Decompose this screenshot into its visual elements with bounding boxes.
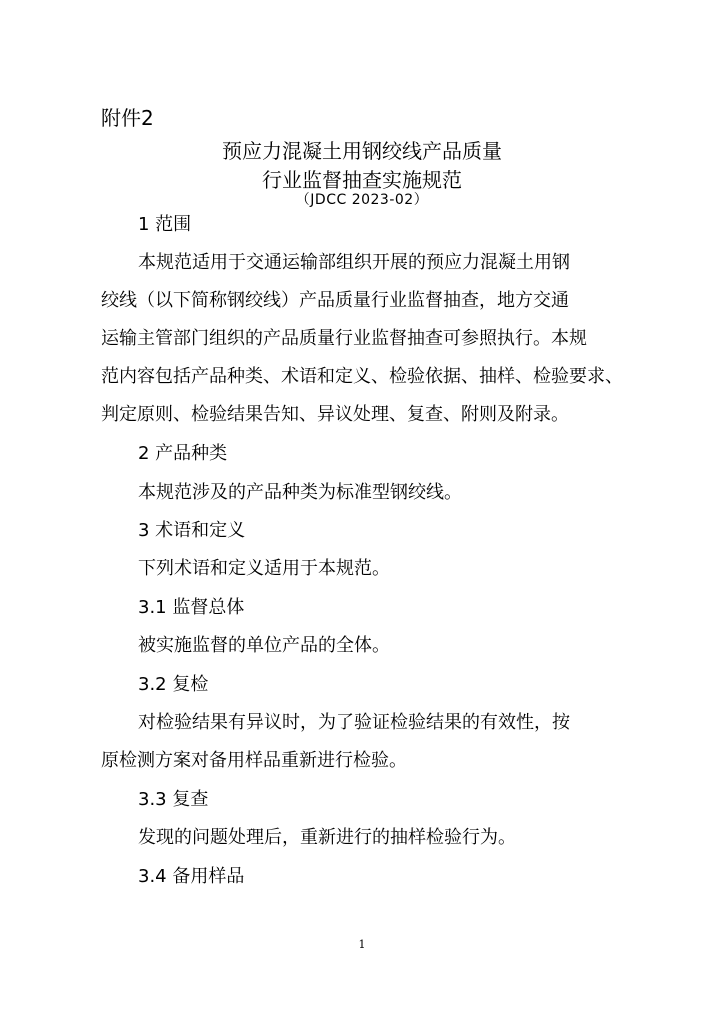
paragraph-line: 运输主管部门组织的产品质量行业监督抽查可参照执行。本规 xyxy=(101,328,587,349)
paragraph-line: 被实施监督的单位产品的全体。 xyxy=(138,635,390,656)
paragraph-line: 判定原则、检验结果告知、异议处理、复查、附则及附录。 xyxy=(101,404,569,425)
subsection-heading-backup-sample: 3.4 备用样品 xyxy=(138,866,245,887)
paragraph-line: 本规范涉及的产品种类为标准型钢绞线。 xyxy=(138,482,462,503)
subsection-heading-recheck: 3.3 复查 xyxy=(138,789,209,810)
section-heading-terms: 3 术语和定义 xyxy=(138,520,246,541)
paragraph-line: 范内容包括产品种类、术语和定义、检验依据、抽样、检验要求、 xyxy=(101,366,623,387)
document-code: （JDCC 2023-02） xyxy=(295,192,429,208)
document-title-line-2: 行业监督抽查实施规范 xyxy=(262,168,462,192)
page-number: 1 xyxy=(358,938,366,951)
document-title-line-1: 预应力混凝土用钢绞线产品质量 xyxy=(222,139,502,163)
subsection-heading-supervision-population: 3.1 监督总体 xyxy=(138,597,245,618)
paragraph-line: 原检测方案对备用样品重新进行检验。 xyxy=(101,750,407,771)
paragraph-line: 发现的问题处理后，重新进行的抽样检验行为。 xyxy=(138,827,516,848)
subsection-heading-reinspection: 3.2 复检 xyxy=(138,674,209,695)
paragraph-line: 绞线（以下简称钢绞线）产品质量行业监督抽查，地方交通 xyxy=(101,290,569,311)
paragraph-line: 下列术语和定义适用于本规范。 xyxy=(138,558,390,579)
paragraph-line: 对检验结果有异议时，为了验证检验结果的有效性，按 xyxy=(138,712,570,733)
section-heading-scope: 1 范围 xyxy=(138,214,192,235)
attachment-label: 附件2 xyxy=(101,106,154,130)
section-heading-product-types: 2 产品种类 xyxy=(138,443,228,464)
paragraph-line: 本规范适用于交通运输部组织开展的预应力混凝土用钢 xyxy=(138,252,570,273)
